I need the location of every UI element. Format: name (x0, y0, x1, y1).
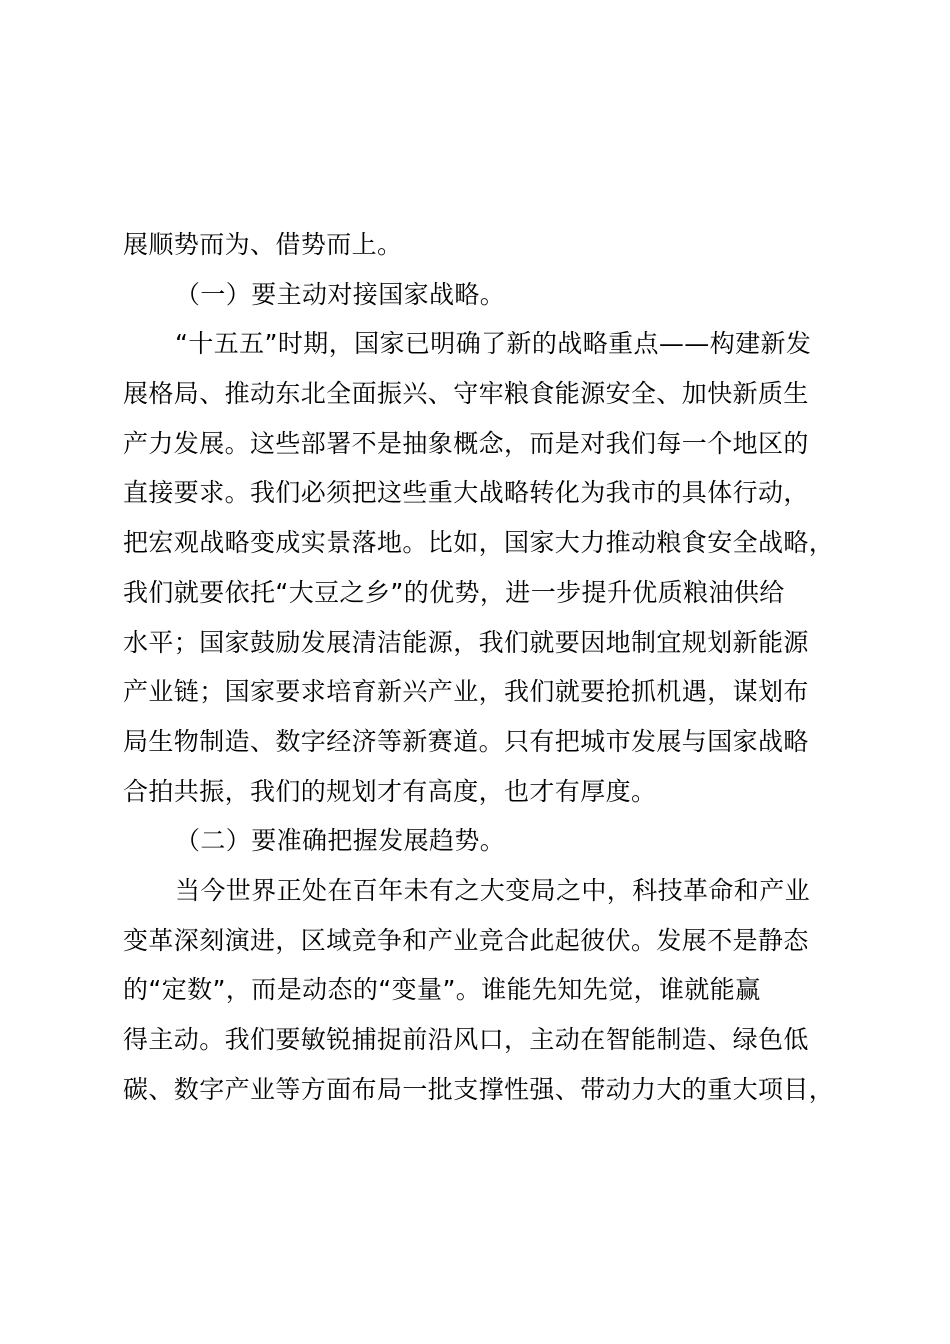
paragraph-line: 我们就要依托“大豆之乡”的优势，进一步提升优质粮油供给 (123, 577, 785, 607)
paragraph-line: 变革深刻演进，区域竞争和产业竞合此起彼伏。发展不是静态 (123, 925, 809, 955)
paragraph-line: 直接要求。我们必须把这些重大战略转化为我市的具体行动， (123, 478, 809, 508)
paragraph-line: 局生物制造、数字经济等新赛道。只有把城市发展与国家战略 (123, 726, 809, 756)
paragraph-line: 展顺势而为、借势而上。 (123, 230, 403, 259)
paragraph-line: 碳、数字产业等方面布局一批支撑性强、带动力大的重大项目， (123, 1074, 835, 1104)
paragraph-line: 的“定数”，而是动态的“变量”。谁能先知先觉，谁就能赢 (123, 975, 761, 1005)
paragraph-line: 合拍共振，我们的规划才有高度，也才有厚度。 (123, 776, 657, 806)
section-heading-2: （二）要准确把握发展趋势。 (175, 826, 506, 856)
paragraph-line: 得主动。我们要敏锐捕捉前沿风口，主动在智能制造、绿色低 (123, 1025, 809, 1054)
section-heading-1: （一）要主动对接国家战略。 (175, 279, 506, 309)
paragraph-line: 产力发展。这些部署不是抽象概念，而是对我们每一个地区的 (123, 428, 809, 458)
paragraph-line: 产业链；国家要求培育新兴产业，我们就要抢抓机遇，谋划布 (123, 677, 809, 707)
body-text (123, 220, 835, 1114)
paragraph-line: 把宏观战略变成实景落地。比如，国家大力推动粮食安全战略， (123, 528, 835, 558)
paragraph-line: “十五五”时期，国家已明确了新的战略重点——构建新发 (175, 329, 812, 359)
paragraph-line: 当今世界正处在百年未有之大变局之中，科技革命和产业 (175, 875, 811, 905)
paragraph-line: 展格局、推动东北全面振兴、守牢粮食能源安全、加快新质生 (123, 379, 809, 409)
paragraph-line: 水平；国家鼓励发展清洁能源，我们就要因地制宜规划新能源 (123, 627, 809, 657)
